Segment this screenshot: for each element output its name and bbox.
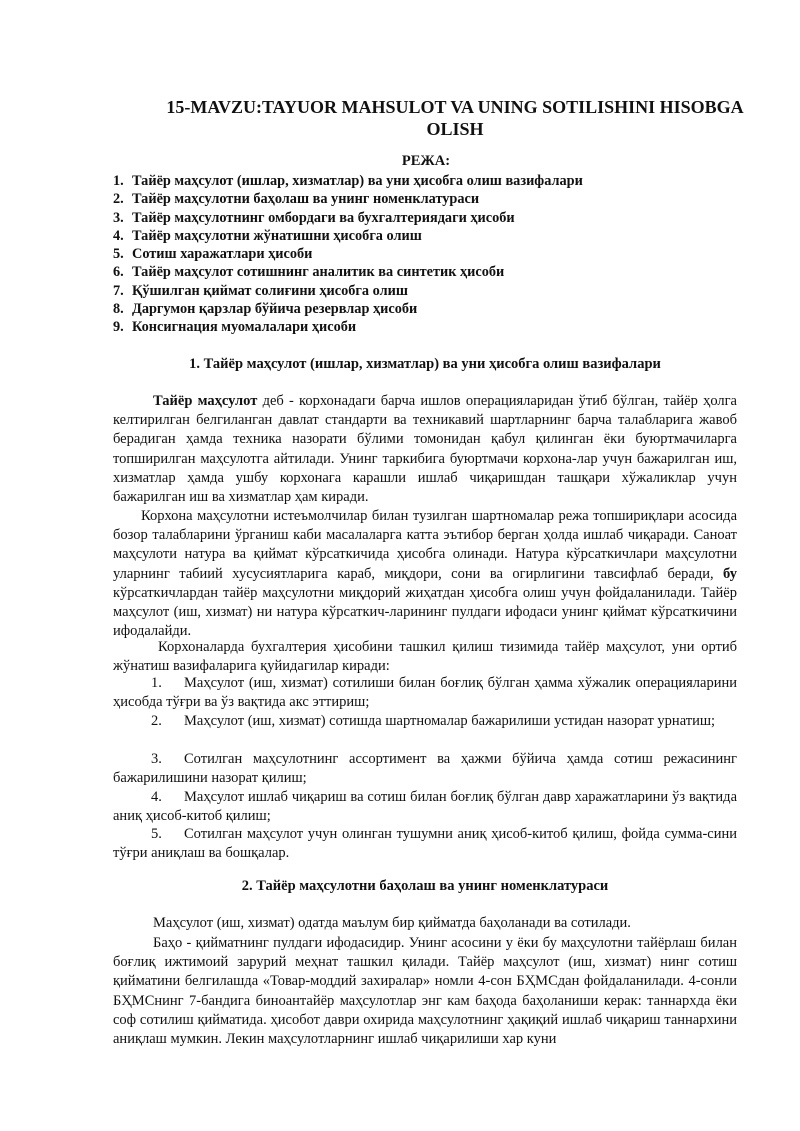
plan-item: 3. Тайёр маҳсулотнинг омбордаги ва бухгалтериядаги ҳисоби (113, 209, 515, 226)
plan-item: 6. Тайёр маҳсулот сотишнинг аналитик ва синтетик ҳисоби (113, 264, 505, 281)
section-1-paragraph-2: Корхона маҳсулотни истеъмолчилар билан тузилган шартномалар режа топшириқлари асосида бозор талабларини ўрганиш каби масалаларга катта эътибор берган ҳолда ишлаб чиқаради. Саноат маҳсулоти натура ва қиймат кўрсаткичида ҳисобга олинади. Натура кўрсаткичлари маҳсулотни уларнинг табиий хусусиятларига караб, миқдори, сони ва огирлигини тавсифлаб беради, бу кўрсаткичлардан тайёр маҳсулотни миқдорий жиҳатдан ҳисобга олиш учун фойдаланилади. Тайёр маҳсулот (иш, хизмат) ни натура кўрсаткич-ларининг пулдаги ифодаси унинг қиймат кўрсаткичини ифодалайди. (113, 508, 737, 640)
task-item: 5. Сотилган маҳсулот учун олинган тушумни аниқ ҳисоб-китоб қилиш, фойда сумма-сини тўғри аниқлаш ва бошқалар. (113, 826, 737, 862)
section-2-paragraph-2: Баҳо - қийматнинг пулдаги ифодасидир. Унинг асосини у ёки бу маҳсулотни тайёрлаш билан боғлиқ ижтимоий зарурий меҳнат ташкил қилади. Тайёр маҳсулот (иш, хизмат) нинг сотиш қийматини белгилашда «Товар-моддий захиралар» номли 4-сон БҲМСдан фойдаланилади. 4-сонли БҲМСнинг 7-бандига биноантайёр маҳсулотлар энг кам баҳода баҳоланиши керак: таннархда ёки соф сотилиш қийматида. ҳисобот даври охирида маҳсулотнинг ҳақиқий ишлаб чиқариш таннархини аниқлаш мумкин. Лекин маҳсулотларнинг ишлаб чиқарилиши хар куни (113, 935, 737, 1048)
section-1-paragraph-1: Тайёр маҳсулот деб - корхонадаги барча ишлов операцияларидан ўтиб бўлган, тайёр ҳолга келтирилган белгиланган давлат стандарти ва техникавий шартларнинг барча талабларига жавоб берадиган ҳамда техника назорати бўлими томонидан қабул қилинган ёки буюртмачиларга топширилган маҳсулотга айтилади. Унинг таркибига буюртмачи корхона-лар учун бажарилган иш, хизматлар ҳамда ушбу корхонага карашли ишлаб чиқаришдан ташқари хўжаликлар учун бажарилган иш ва хизматлар ҳам киради. (113, 393, 737, 506)
section-2-paragraph-1: Маҳсулот (иш, хизмат) одатда маълум бир қийматда баҳоланади ва сотилади. (153, 915, 631, 931)
plan-item: 1. Тайёр маҳсулот (ишлар, хизматлар) ва уни ҳисобга олиш вазифалари (113, 173, 583, 189)
term-bold: Тайёр маҳсулот (153, 393, 258, 409)
task-item: 2. Маҳсулот (иш, хизмат) сотишда шартномалар бажарилиши устидан назорат урнатиш; (151, 713, 716, 729)
section-1-heading: 1. Тайёр маҳсулот (ишлар, хизматлар) ва уни ҳисобга олиш вазифалари (189, 356, 661, 372)
plan-item: 7. Қўшилган қиймат солиғини ҳисобга олиш (113, 282, 408, 299)
task-item: 4. Маҳсулот ишлаб чиқариш ва сотиш билан боғлиқ бўлган давр харажатларини ўз вақтида аниқ ҳисоб-китоб қилиш; (113, 789, 737, 825)
plan-item: 5. Сотиш харажатлари ҳисоби (113, 246, 313, 263)
plan-item: 4. Тайёр маҳсулотни жўнатишни ҳисобга олиш (113, 227, 422, 244)
word-bold: бу (723, 565, 737, 582)
task-item: 1. Маҳсулот (иш, хизмат) сотилиши билан боғлиқ бўлган ҳамма хўжалик операцияларини ҳисобда тўғри ва ўз вақтида акс эттириш; (113, 675, 737, 711)
plan-list (113, 172, 753, 337)
plan-item: 9. Консигнация муомалалари ҳисоби (113, 319, 357, 336)
section-2-heading: 2. Тайёр маҳсулотни баҳолаш ва унинг номенклатураси (241, 878, 609, 894)
plan-heading: РЕЖА: (401, 153, 451, 169)
task-item: 3. Сотилган маҳсулотнинг ассортимент ва ҳажми бўйича ҳамда сотиш режасининг бажарилишини назорат қилиш; (113, 751, 737, 787)
section-1-paragraph-3: Корхоналарда бухгалтерия ҳисобини ташкил қилиш тизимида тайёр маҳсулот, уни ортиб жўнатиш вазифаларига қуйидагилар киради: (113, 639, 737, 675)
document-title: 15-MAVZU:TAYUOR MAHSULOT VA UNING SOTILISHINI HISOBGA OLISH (166, 97, 744, 139)
plan-item: 8. Даргумон қарзлар бўйича резервлар ҳисоби (113, 301, 418, 318)
plan-item: 2. Тайёр маҳсулотни баҳолаш ва унинг номенклатураси (113, 191, 480, 208)
